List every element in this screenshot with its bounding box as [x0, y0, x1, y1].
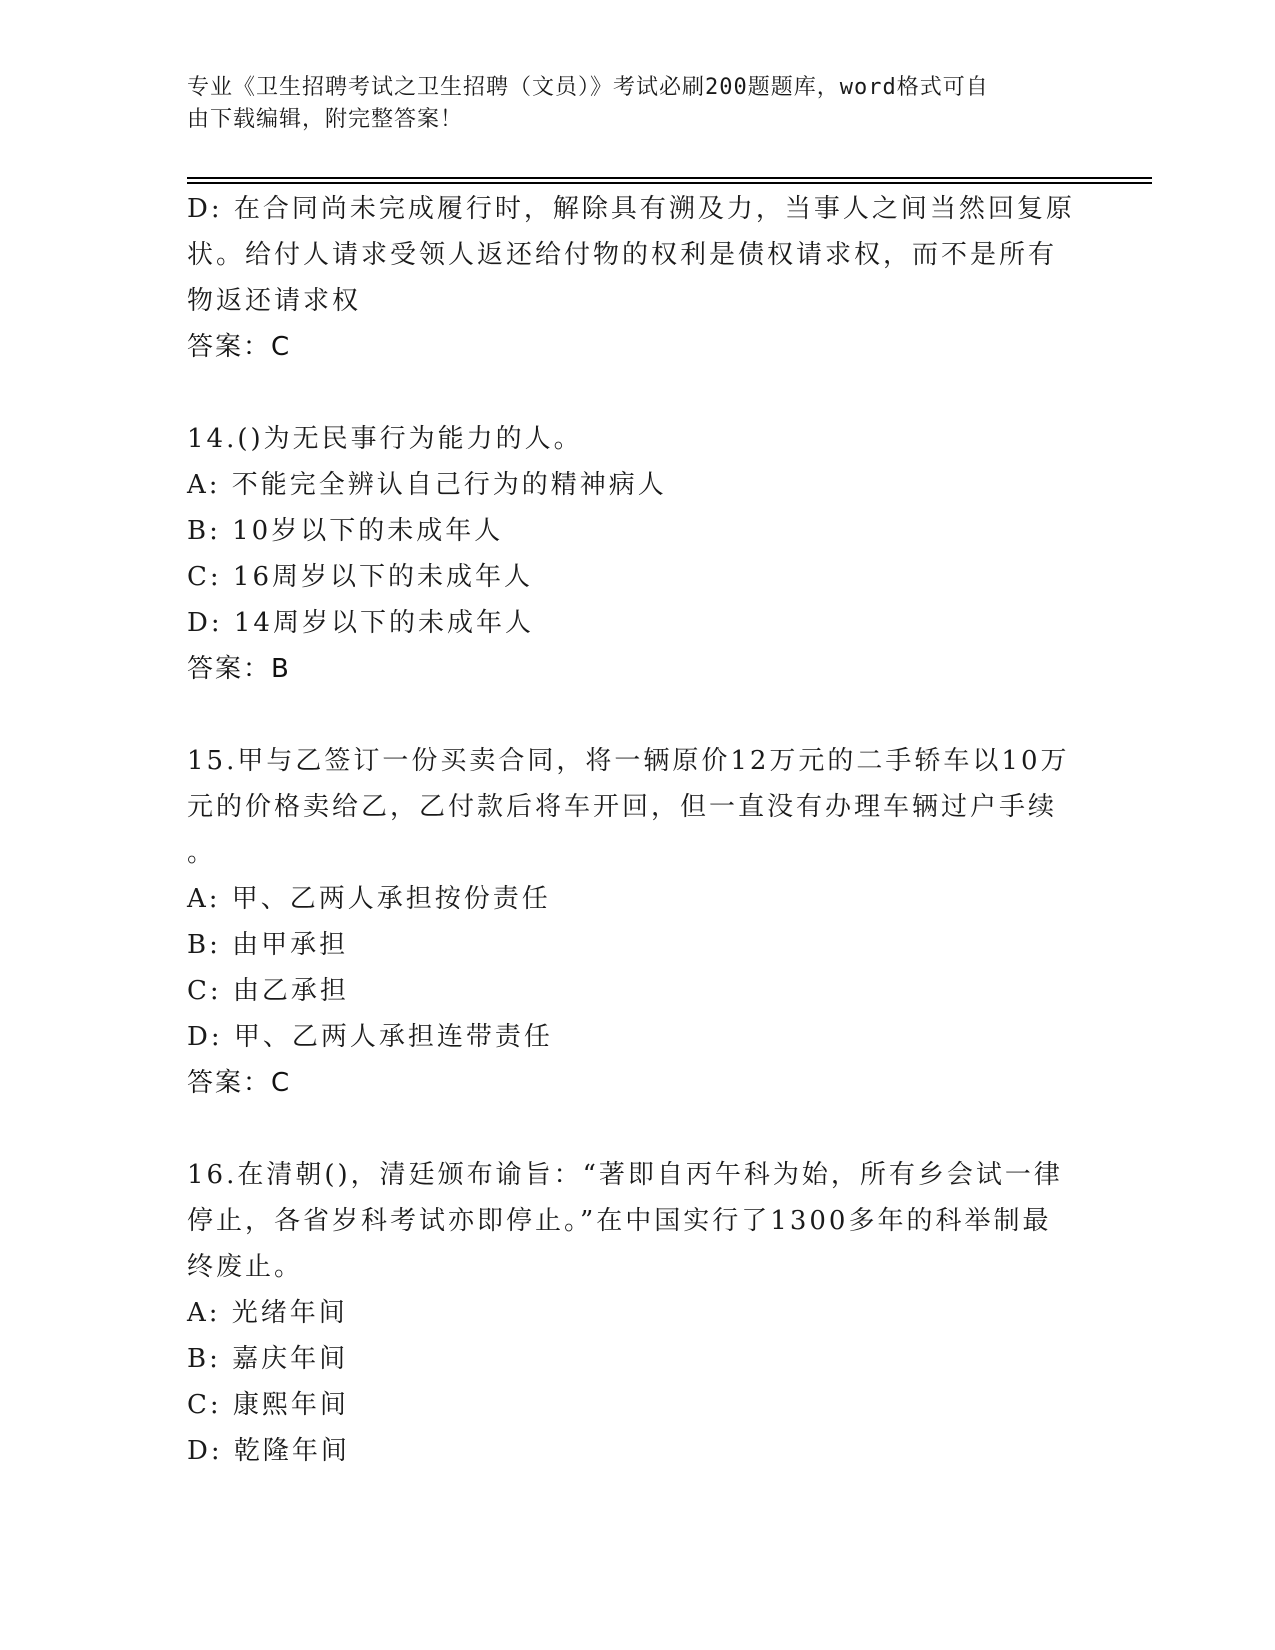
option-c: C: 16周岁以下的未成年人 — [187, 562, 534, 592]
question-15 — [187, 738, 1087, 1106]
question-stem: 14.()为无民事行为能力的人。 — [187, 424, 583, 454]
answer-line: 答案：C — [187, 1068, 292, 1098]
option-d: D: 乾隆年间 — [187, 1436, 350, 1466]
answer-line: 答案：B — [187, 654, 291, 684]
question-stem: 元的价格卖给乙，乙付款后将车开回，但一直没有办理车辆过户手续 — [187, 792, 1058, 822]
question-stem: 15.甲与乙签订一份买卖合同，将一辆原价12万元的二手轿车以10万 — [187, 746, 1070, 776]
question-14 — [187, 416, 1087, 692]
option-c: C: 康熙年间 — [187, 1390, 349, 1420]
spacer — [187, 1106, 1087, 1152]
document-header — [187, 72, 1067, 136]
question-stem: 停止，各省岁科考试亦即停止。”在中国实行了1300多年的科举制最 — [187, 1206, 1052, 1236]
option-c: C: 由乙承担 — [187, 976, 349, 1006]
option-a: A: 光绪年间 — [187, 1298, 348, 1328]
header-divider-top — [187, 177, 1152, 179]
spacer — [187, 692, 1087, 738]
question-stem: 16.在清朝()，清廷颁布谕旨：“著即自丙午科为始，所有乡会试一律 — [187, 1160, 1063, 1190]
option-b: B: 嘉庆年间 — [187, 1344, 349, 1374]
option-b: B: 10岁以下的未成年人 — [187, 516, 504, 546]
question-list — [187, 186, 1087, 1474]
answer-line: 答案：C — [187, 332, 292, 362]
spacer — [187, 370, 1087, 416]
question-stem: 终废止。 — [187, 1252, 304, 1282]
option-d-line: D: 在合同尚未完成履行时，解除具有溯及力，当事人之间当然回复原 — [187, 194, 1075, 224]
question-16 — [187, 1152, 1087, 1474]
option-d-line: 物返还请求权 — [187, 286, 362, 316]
option-a: A: 甲、乙两人承担按份责任 — [187, 884, 551, 914]
option-d: D: 甲、乙两人承担连带责任 — [187, 1022, 553, 1052]
header-line-2: 由下载编辑，附完整答案！ — [187, 107, 464, 132]
option-b: B: 由甲承担 — [187, 930, 349, 960]
option-a: A: 不能完全辨认自己行为的精神病人 — [187, 470, 667, 500]
header-line-1: 专业《卫生招聘考试之卫生招聘（文员）》考试必刷200题题库，word格式可自 — [187, 75, 989, 100]
question-stem: 。 — [187, 838, 217, 868]
header-divider-bottom — [187, 182, 1152, 184]
option-d-line: 状。给付人请求受领人返还给付物的权利是债权请求权，而不是所有 — [187, 240, 1058, 270]
prev-question-continuation — [187, 186, 1087, 370]
option-d: D: 14周岁以下的未成年人 — [187, 608, 534, 638]
